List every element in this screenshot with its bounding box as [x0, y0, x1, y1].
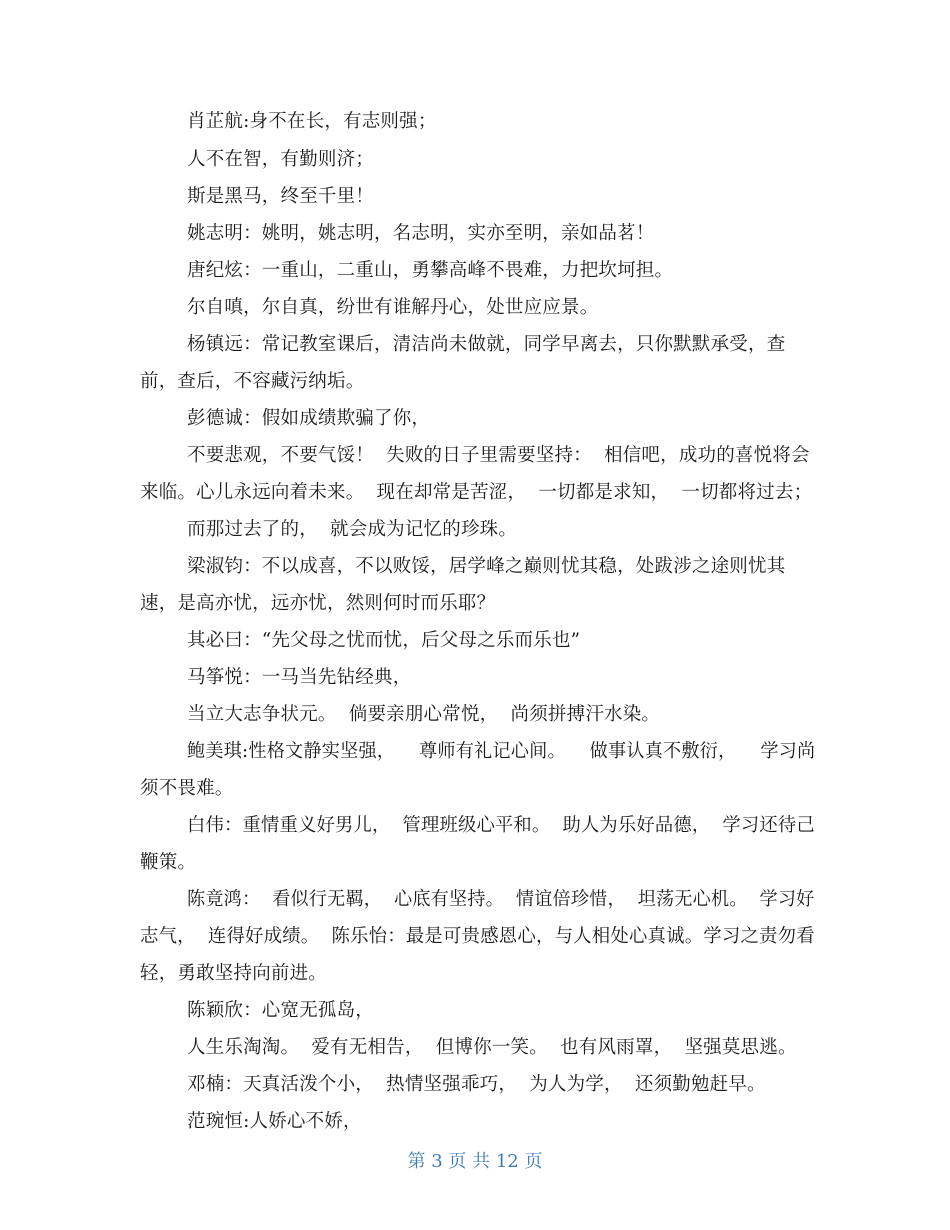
text-line: 轻，勇敢坚持向前进。	[140, 963, 328, 984]
text-line: 当立大志争状元。 倘要亲朋心常悦， 尚须拼搏汗水染。	[187, 704, 661, 725]
text-line: 人生乐淘淘。 爱有无相告， 但博你一笑。 也有风雨罩， 坚强莫思逃。	[187, 1037, 797, 1058]
text-line: 来临。心儿永远向着未来。 现在却常是苦涩， 一切都是求知， 一切都将过去；	[140, 482, 813, 503]
text-line: 范琬恒:人娇心不娇，	[187, 1111, 362, 1132]
text-line: 唐纪炫：一重山，二重山，勇攀高峰不畏难，力把坎坷担。	[187, 260, 674, 281]
text-line: 陈竟鸿： 看似行无羁， 心底有坚持。 情谊倍珍惜， 坦荡无心机。 学习好	[187, 889, 815, 910]
text-line: 斯是黑马，终至千里！	[187, 186, 375, 207]
text-line: 马筝悦：一马当先钻经典，	[187, 667, 412, 688]
text-line: 肖芷航:身不在长，有志则强；	[187, 111, 437, 132]
text-line: 不要悲观，不要气馁！ 失败的日子里需要坚持： 相信吧，成功的喜悦将会	[187, 445, 810, 466]
text-line: 杨镇远：常记教室课后，清洁尚未做就，同学早离去，只你默默承受，查	[187, 334, 786, 355]
text-line: 志气， 连得好成绩。 陈乐怡：最是可贵感恩心，与人相处心真诚。学习之责勿看	[140, 926, 815, 947]
text-line: 前，查后，不容藏污纳垢。	[140, 371, 365, 392]
text-line: 白伟：重情重义好男儿， 管理班级心平和。 助人为乐好品德， 学习还待己	[187, 815, 815, 836]
text-line: 而那过去了的， 就会成为记忆的珍珠。	[187, 519, 518, 540]
text-line: 须不畏难。	[140, 778, 234, 799]
text-line: 邓楠：天真活泼个小， 热情坚强乖巧， 为人为学， 还须勤勉赶早。	[187, 1074, 766, 1095]
text-line: 速，是高亦忧，远亦忧，然则何时而乐耶？	[140, 593, 496, 614]
text-line: 人不在智，有勤则济；	[187, 149, 375, 170]
text-line: 尔自嗔，尔自真，纷世有谁解丹心，处世应应景。	[187, 297, 599, 318]
text-line: 其必曰：“先父母之忧而忧，后父母之乐而乐也”	[187, 630, 581, 651]
page-number-footer: 第 3 页 共 12 页	[407, 1151, 543, 1172]
text-line: 彭德诚：假如成绩欺骗了你，	[187, 408, 431, 429]
text-line: 梁淑钧：不以成喜，不以败馁，居学峰之巅则忧其稳，处跋涉之途则忧其	[187, 556, 786, 577]
text-line: 姚志明：姚明，姚志明，名志明，实亦至明，亲如品茗！	[187, 223, 655, 244]
text-line: 陈颖欣：心宽无孤岛，	[187, 1000, 375, 1021]
text-line: 鲍美琪:性格文静实坚强， 尊师有礼记心间。 做事认真不敷衍， 学习尚	[187, 741, 816, 762]
text-line: 鞭策。	[140, 852, 197, 873]
